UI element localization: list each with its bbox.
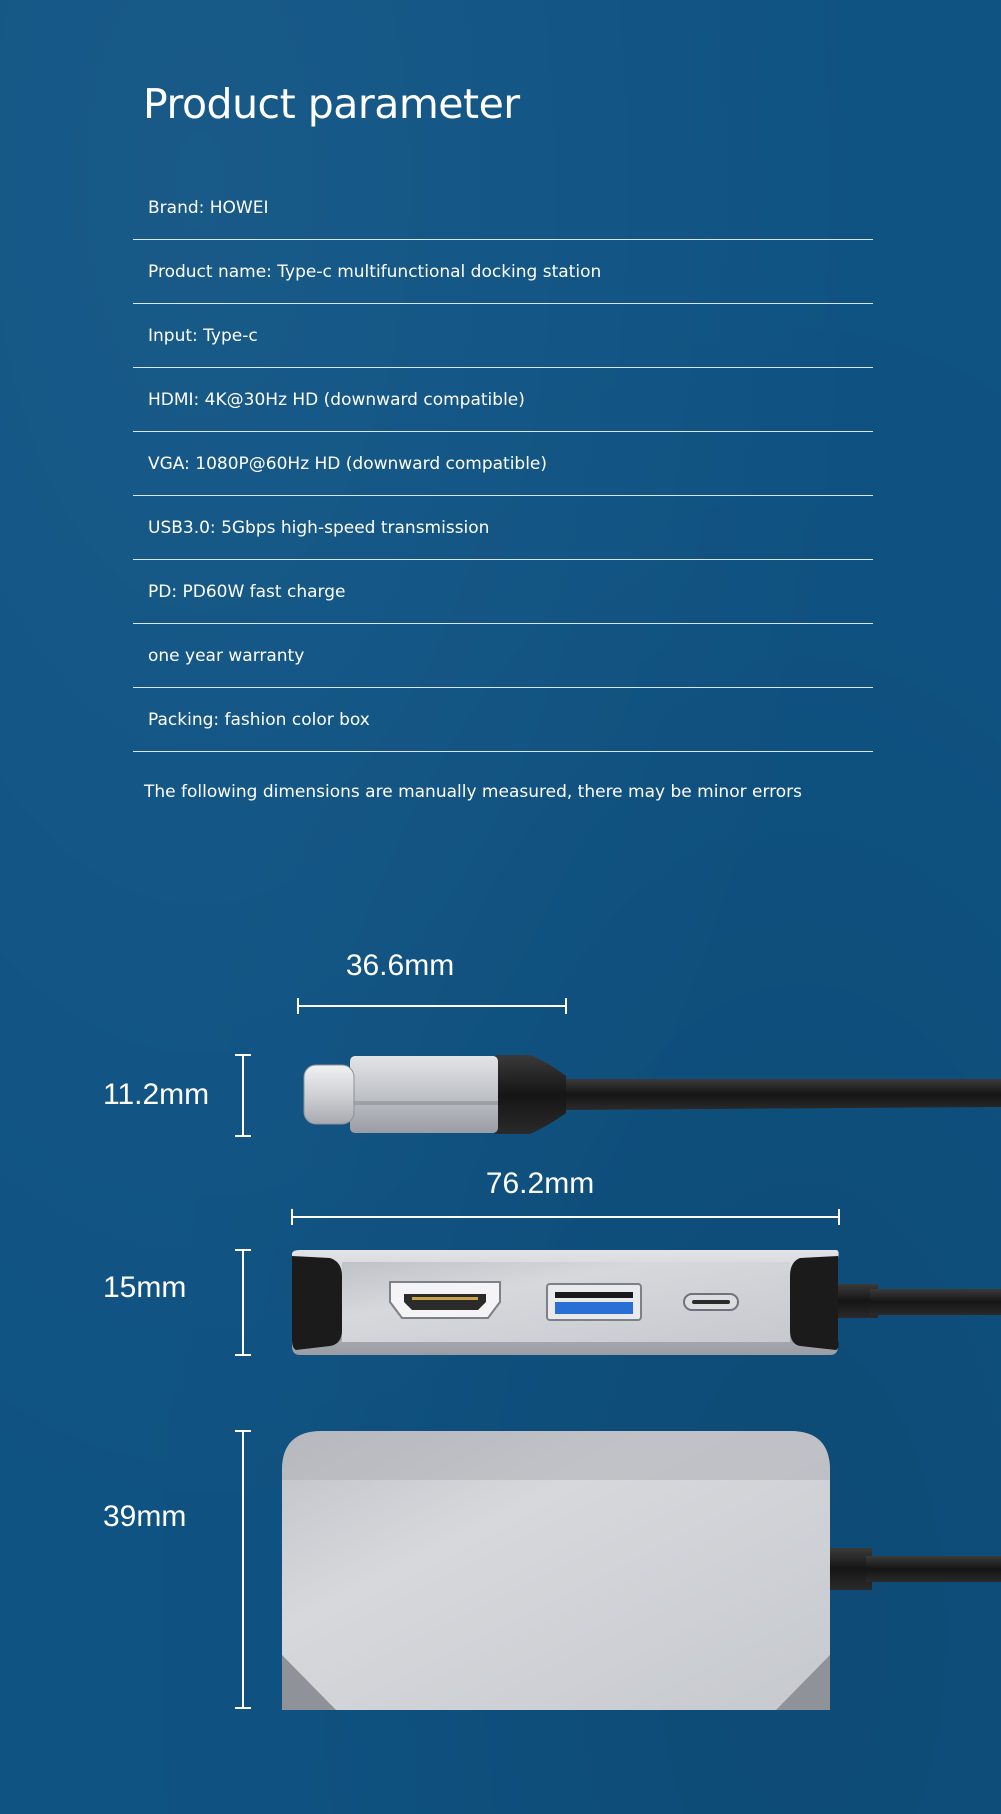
param-row-hdmi: [133, 368, 873, 432]
dim-line-connector-height: [235, 1055, 251, 1136]
param-row-packing: [133, 688, 873, 752]
dim-label-hub-thickness: 15mm: [103, 1271, 187, 1304]
param-row-usb3: [133, 496, 873, 560]
dim-line-connector-length: [298, 998, 566, 1014]
usb-a-port-icon: [547, 1284, 641, 1320]
dim-label-connector-height: 11.2mm: [103, 1078, 210, 1111]
param-text: PD: PD60W fast charge: [148, 581, 346, 602]
param-text: USB3.0: 5Gbps high-speed transmission: [148, 517, 490, 538]
hub-front-view: [292, 1250, 1001, 1355]
parameter-list: [133, 177, 873, 752]
product-dimension-figure: [0, 930, 1001, 1814]
param-row-warranty: [133, 624, 873, 688]
param-text: Brand: HOWEI: [148, 198, 269, 218]
param-text: Input: Type-c: [148, 325, 258, 346]
measurement-note: The following dimensions are manually measured, there may be minor errors: [144, 782, 803, 802]
param-text: Packing: fashion color box: [148, 709, 370, 730]
usb-c-connector-icon: [304, 1055, 1001, 1134]
dim-line-hub-length: [292, 1209, 839, 1225]
page-title: Product parameter: [143, 80, 520, 128]
dim-label-hub-length: 76.2mm: [485, 1167, 595, 1200]
dim-line-hub-width: [235, 1431, 251, 1708]
param-text: Product name: Type-c multifunctional docking station: [148, 261, 602, 282]
param-row-brand: [133, 177, 873, 240]
hub-top-view: [282, 1431, 1001, 1710]
param-row-pd: [133, 560, 873, 624]
param-text: VGA: 1080P@60Hz HD (downward compatible): [148, 453, 548, 474]
param-text: HDMI: 4K@30Hz HD (downward compatible): [148, 389, 525, 410]
dim-label-hub-width: 39mm: [103, 1500, 187, 1533]
usb-c-port-icon: [684, 1294, 738, 1310]
param-row-input: [133, 304, 873, 368]
param-row-product-name: [133, 240, 873, 304]
param-text: one year warranty: [148, 645, 305, 666]
hdmi-port-icon: [390, 1282, 500, 1318]
dim-line-hub-thickness: [235, 1250, 251, 1355]
param-row-vga: [133, 432, 873, 496]
dim-label-connector-length: 36.6mm: [345, 949, 455, 982]
